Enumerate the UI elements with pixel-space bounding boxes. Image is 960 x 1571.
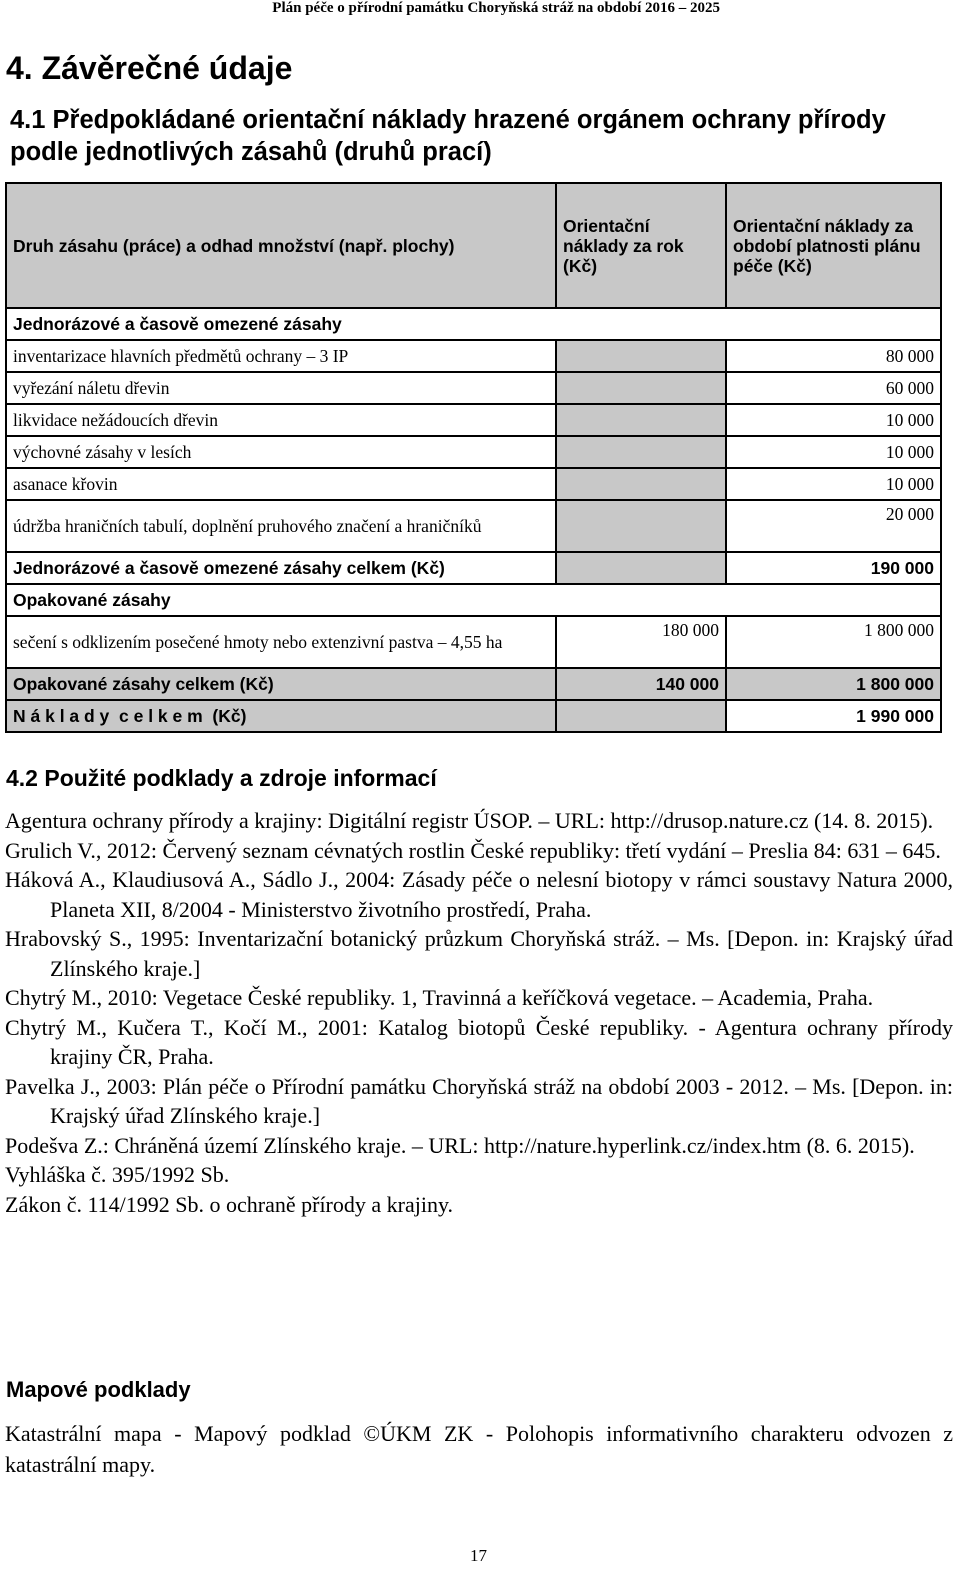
one-time-section-row xyxy=(6,308,941,340)
reference-item: Vyhláška č. 395/1992 Sb. xyxy=(5,1162,230,1187)
row-label: výchovné zásahy v lesích xyxy=(6,436,556,468)
grand-total-period: 1 990 000 xyxy=(726,700,941,732)
repeated-section-row xyxy=(6,584,941,616)
reference-item: Chytrý M., 2010: Vegetace České republiky. 1, Travinná a keříčková vegetace. – Academia, Praha. xyxy=(5,985,874,1010)
page-number: 17 xyxy=(470,1546,487,1565)
row-annual-empty xyxy=(556,404,726,436)
sources-title: 4.2 Použité podklady a zdroje informací xyxy=(6,765,437,791)
one-time-total-row xyxy=(6,552,941,584)
row-annual-empty xyxy=(556,340,726,372)
row-period-cost: 60 000 xyxy=(726,372,941,404)
one-time-total-label: Jednorázové a časově omezené zásahy celkem (Kč) xyxy=(6,552,556,584)
reference-item: Hrabovský S., 1995: Inventarizační botanický průzkum Choryňská stráž. – Ms. [Depon. in: Krajský úřad Zlínského kraje.] xyxy=(5,926,953,981)
table-row xyxy=(6,616,941,668)
table-header-row xyxy=(6,183,941,308)
header-annual-cost: Orientační náklady za rok (Kč) xyxy=(556,183,726,308)
reference-item: Grulich V., 2012: Červený seznam cévnatých rostlin České republiky: třetí vydání – Preslia 84: 631 – 645. xyxy=(5,837,941,863)
section-title: 4. Závěrečné údaje xyxy=(6,50,293,86)
grand-total-annual-empty xyxy=(556,700,726,732)
reference-item: Agentura ochrany přírody a krajiny: Digitální registr ÚSOP. – URL: http://drusop.nature.cz (14. 8. 2015). xyxy=(5,808,934,833)
row-annual-empty xyxy=(556,500,726,552)
row-label: asanace křovin xyxy=(6,468,556,500)
row-label: sečení s odklizením posečené hmoty nebo extenzivní pastva – 4,55 ha xyxy=(6,616,556,668)
table-row xyxy=(6,436,941,468)
running-header: Plán péče o přírodní památku Choryňská stráž na období 2016 – 2025 xyxy=(272,0,720,16)
repeated-total-period: 1 800 000 xyxy=(726,668,941,700)
costs-table xyxy=(5,182,942,733)
row-annual-empty xyxy=(556,372,726,404)
row-period-cost: 80 000 xyxy=(726,340,941,372)
reference-item: Podešva Z.: Chráněná území Zlínského kraje. – URL: http://nature.hyperlink.cz/index.htm (8. 6. 2015). xyxy=(5,1132,915,1158)
row-label: údržba hraničních tabulí, doplnění pruhového značení a hraničníků xyxy=(6,500,556,552)
row-label: likvidace nežádoucích dřevin xyxy=(6,404,556,436)
row-period-cost: 10 000 xyxy=(726,404,941,436)
table-row xyxy=(6,404,941,436)
repeated-total-row xyxy=(6,668,941,700)
one-time-total-period: 190 000 xyxy=(726,552,941,584)
table-row xyxy=(6,372,941,404)
row-period-cost: 20 000 xyxy=(726,500,941,552)
header-period-cost: Orientační náklady za období platnosti plánu péče (Kč) xyxy=(726,183,941,308)
maps-text: Katastrální mapa - Mapový podklad ©ÚKM ZK - Polohopis informativního charakteru odvozen z katastrální mapy. xyxy=(5,1421,953,1477)
row-annual-cost: 180 000 xyxy=(556,616,726,668)
repeated-section-title: Opakované zásahy xyxy=(6,584,941,616)
reference-list xyxy=(5,806,953,1219)
table-row xyxy=(6,340,941,372)
repeated-total-label: Opakované zásahy celkem (Kč) xyxy=(6,668,556,700)
table-row xyxy=(6,500,941,552)
one-time-section-title: Jednorázové a časově omezené zásahy xyxy=(6,308,941,340)
row-period-cost: 10 000 xyxy=(726,436,941,468)
section-subtitle: 4.1 Předpokládané orientační náklady hrazené orgánem ochrany přírody podle jednotlivých zásahů (druhů prací) xyxy=(10,106,886,166)
header-activity: Druh zásahu (práce) a odhad množství (např. plochy) xyxy=(6,183,556,308)
repeated-total-annual: 140 000 xyxy=(556,668,726,700)
reference-item: Pavelka J., 2003: Plán péče o Přírodní památku Choryňská stráž na období 2003 - 2012. – Ms. [Depon. in: Krajský úřad Zlínského kraje.] xyxy=(5,1073,953,1128)
grand-total-row xyxy=(6,700,941,732)
one-time-total-annual-empty xyxy=(556,552,726,584)
reference-item: Zákon č. 114/1992 Sb. o ochraně přírody a krajiny. xyxy=(5,1191,454,1217)
row-period-cost: 10 000 xyxy=(726,468,941,500)
reference-item: Háková A., Klaudiusová A., Sádlo J., 2004: Zásady péče o nelesní biotopy v rámci soustavy Natura 2000, Planeta XII, 8/2004 - Ministerstvo životního prostředí, Praha. xyxy=(5,867,953,922)
table-row xyxy=(6,468,941,500)
row-label: inventarizace hlavních předmětů ochrany – 3 IP xyxy=(6,340,556,372)
maps-title: Mapové podklady xyxy=(6,1377,191,1402)
row-annual-empty xyxy=(556,436,726,468)
row-period-cost: 1 800 000 xyxy=(726,616,941,668)
grand-total-label: N á k l a d y c e l k e m (Kč) xyxy=(6,700,556,732)
row-label: vyřezání náletu dřevin xyxy=(6,372,556,404)
reference-item: Chytrý M., Kučera T., Kočí M., 2001: Katalog biotopů České republiky. - Agentura ochrany přírody krajiny ČR, Praha. xyxy=(5,1014,953,1069)
row-annual-empty xyxy=(556,468,726,500)
